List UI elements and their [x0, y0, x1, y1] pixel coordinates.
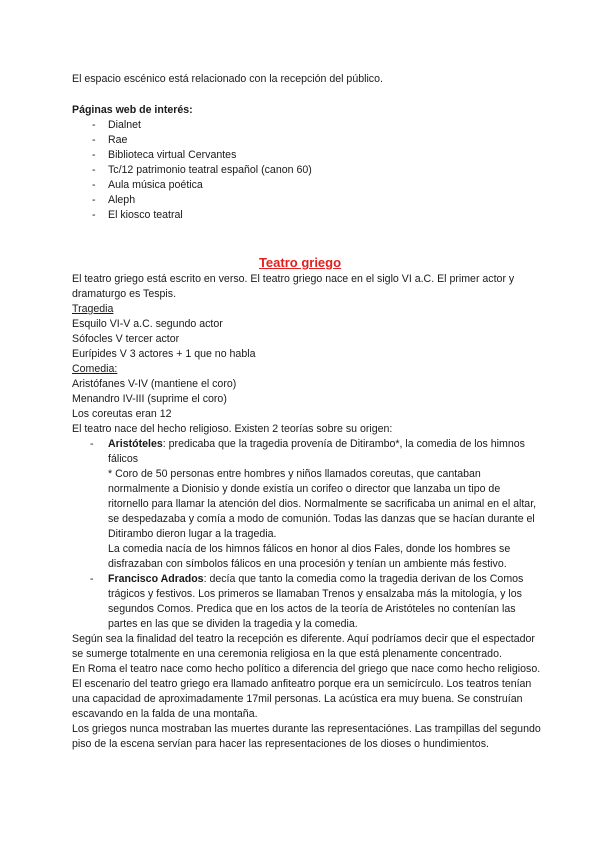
comedia-heading: Comedia: [72, 363, 118, 375]
list-item: - Biblioteca virtual Cervantes [92, 149, 237, 161]
intro-text: El espacio escénico está relacionado con la recepción del público. [72, 73, 383, 85]
tragedia-line: Esquilo VI-V a.C. segundo actor [72, 318, 223, 330]
link-cervantes[interactable]: Biblioteca virtual Cervantes [108, 149, 237, 161]
theory-text: : decía que tanto la comedia como la tragedia derivan de los Comos trágicos y festivos. Los primeros se llamaban Trenos y ensalzaba más la mitología, y los segundos Comos. Predica que en los actos de la teoría de Aristóteles no contenían las partes en las que se dividen la tragedia y la comedia. [108, 573, 524, 630]
intro-paragraph: El teatro griego está escrito en verso. El teatro griego nace en el siglo VI a.C. El primer actor y dramaturgo es Tespis. [72, 273, 515, 300]
theory-adrados [90, 572, 542, 632]
link-kiosco[interactable]: El kiosco teatral [108, 209, 183, 221]
list-item: - Tc/12 patrimonio teatral español (canon 60) [92, 164, 312, 176]
list-item: - El kiosco teatral [92, 209, 183, 221]
theory-aristoteles [90, 437, 542, 572]
theory-comedy: La comedia nacía de los himnos fálicos en honor al dios Fales, donde los hombres se disfrazaban con símbolos fálicos en una procesión y tenían un ambiente más festivo. [108, 543, 511, 570]
theory-note: * Coro de 50 personas entre hombres y niños llamados coreutas, que cantaban normalmente a Dionisio y donde existía un corifeo o director que lanzaba un tipo de ritornello para llamar la atención del dios. Normalmente se sacrificaba un animal en el altar, se despedazaba y comía a modo de comunión. Todas las danzas que se hacían durante el Ditirambo dieron lugar a la tragedia. [108, 468, 537, 540]
closing-paragraph: Los griegos nunca mostraban las muertes durante las representaciónes. Las trampillas del segundo piso de la escena servían para hacer las representaciones de los dioses o hundimientos. [72, 723, 541, 750]
tragedia-line: Eurípides V 3 actores + 1 que no habla [72, 348, 256, 360]
link-aula-musica[interactable]: Aula música poética [108, 179, 203, 191]
bullet-dash: - [90, 438, 94, 450]
bullet-dash: - [90, 573, 94, 585]
theories-list [90, 437, 542, 632]
theory-author: Aristóteles [108, 438, 163, 450]
list-item: - Rae [92, 134, 128, 146]
link-dialnet[interactable]: Dialnet [108, 119, 141, 131]
link-rae[interactable]: Rae [108, 134, 128, 146]
list-item: - Aleph [92, 194, 136, 206]
theory-text: : predicaba que la tragedia provenía de Ditirambo*, la comedia de los himnos fálicos [108, 438, 525, 465]
theory-author: Francisco Adrados [108, 573, 204, 585]
comedia-line: Aristófanes V-IV (mantiene el coro) [72, 378, 237, 390]
section-title: Teatro griego [258, 255, 342, 270]
tragedia-line: Sófocles V tercer actor [72, 333, 180, 345]
closing-paragraph: El escenario del teatro griego era llamado anfiteatro porque era un semicírculo. Los teatros tenían una capacidad de aproximadamente 17mil personas. La acústica era muy buena. Se construían escavando en la falda de una montaña. [72, 678, 532, 720]
link-tc12[interactable]: Tc/12 patrimonio teatral español (canon 60) [108, 164, 312, 176]
closing-paragraph: En Roma el teatro nace como hecho político a diferencia del griego que nace como hecho religioso. [72, 663, 541, 675]
body-text [72, 272, 542, 752]
links-heading: Páginas web de interés: [72, 104, 193, 116]
list-item: - Dialnet [92, 119, 141, 131]
origin-paragraph: El teatro nace del hecho religioso. Existen 2 teorías sobre su origen: [72, 423, 393, 435]
link-aleph[interactable]: Aleph [108, 194, 136, 206]
closing-paragraph: Según sea la finalidad del teatro la recepción es diferente. Aquí podríamos decir que el espectador se sumerge totalmente en una ceremonia religiosa en la que está plenamente concentrado. [72, 633, 535, 660]
comedia-line: Los coreutas eran 12 [72, 408, 172, 420]
comedia-line: Menandro IV-III (suprime el coro) [72, 393, 227, 405]
tragedia-heading: Tragedia [72, 303, 114, 315]
links-list [92, 118, 312, 223]
list-item: - Aula música poética [92, 179, 203, 191]
